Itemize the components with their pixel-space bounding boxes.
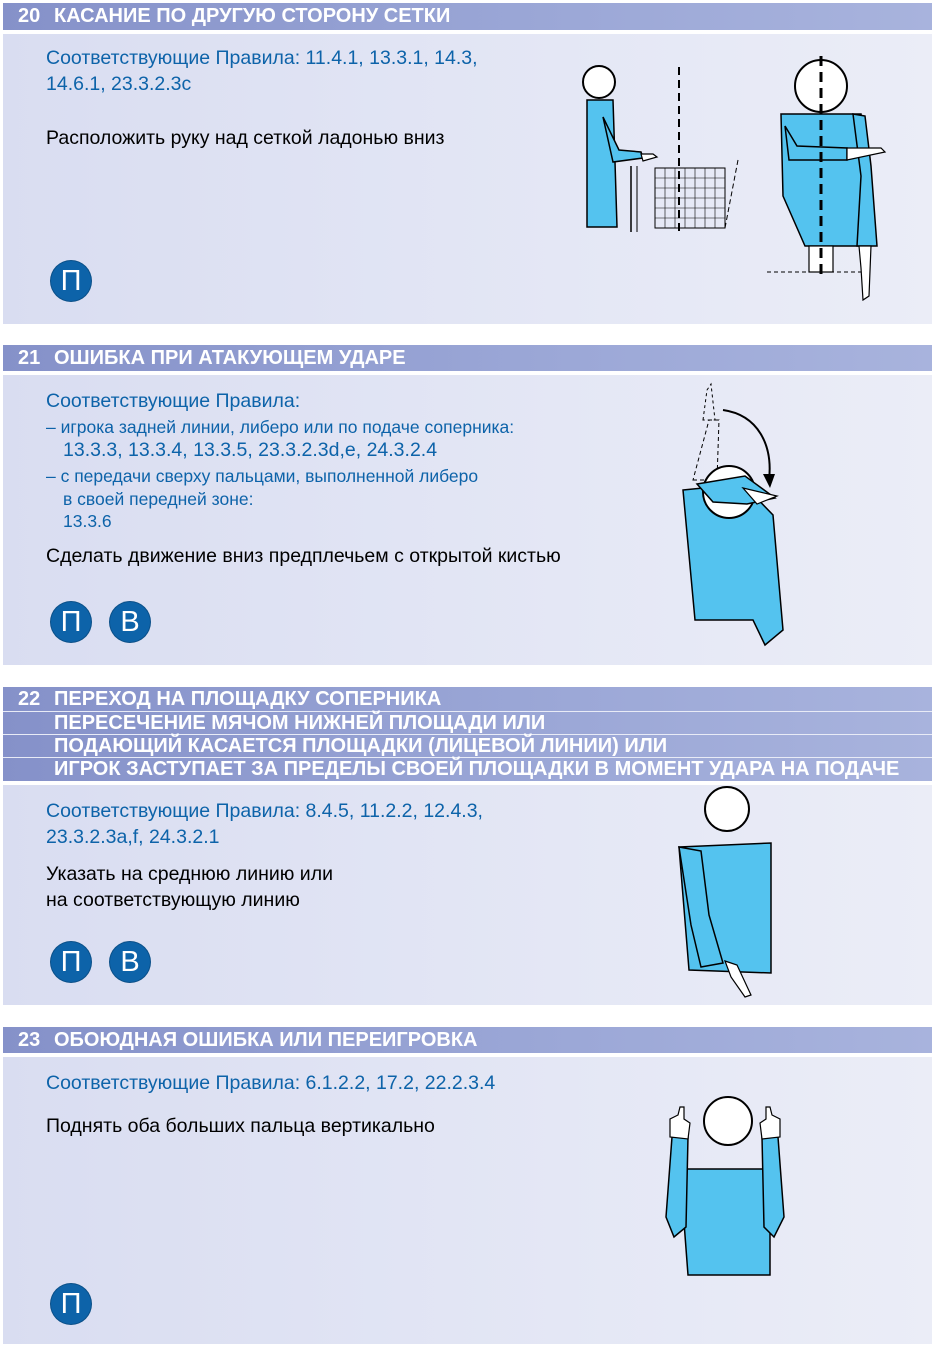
rules-sub-line: 13.3.6: [63, 511, 112, 531]
signal-number: 22: [18, 688, 41, 710]
rules-sub-line: – с передачи сверху пальцами, выполненной либеро: [46, 466, 479, 486]
rules-line: Соответствующие Правила:: [46, 390, 301, 412]
double-fault-thumbs-up-icon: [658, 1097, 793, 1282]
badge-first-referee: П: [51, 1284, 91, 1324]
signal-23-panel: [3, 1057, 932, 1344]
signal-22-panel: [3, 785, 932, 1005]
signal-21-panel: [3, 375, 932, 665]
signal-title: ПЕРЕСЕЧЕНИЕ МЯЧОМ НИЖНЕЙ ПЛОЩАДИ ИЛИ: [54, 712, 546, 734]
instruction-text: Указать на среднюю линию или: [46, 863, 333, 885]
rules-line: Соответствующие Правила: 6.1.2.2, 17.2, 22.2.3.4: [46, 1072, 496, 1094]
signal-number: 20: [18, 5, 41, 27]
signal-20-header: [3, 3, 932, 30]
signal-number: 21: [18, 347, 41, 369]
instruction-text: Расположить руку над сеткой ладонью вниз: [46, 127, 445, 149]
badge-first-referee: П: [51, 602, 91, 642]
badge-first-referee: П: [51, 942, 91, 982]
badge-first-referee: П: [51, 261, 91, 301]
rules-line: Соответствующие Правила: 8.4.5, 11.2.2, 12.4.3,: [46, 800, 483, 822]
rules-line: 14.6.1, 23.3.2.3c: [46, 73, 192, 95]
rules-line: Соответствующие Правила: 11.4.1, 13.3.1, 14.3,: [46, 47, 478, 69]
instruction-text: Сделать движение вниз предплечьем с открытой кистью: [46, 545, 561, 567]
signal-title: ИГРОК ЗАСТУПАЕТ ЗА ПРЕДЕЛЫ СВОЕЙ ПЛОЩАДКИ В МОМЕНТ УДАРА НА ПОДАЧЕ: [54, 758, 900, 780]
signal-title: ОБОЮДНАЯ ОШИБКА ИЛИ ПЕРЕИГРОВКА: [54, 1029, 478, 1051]
rules-line: 23.3.2.3a,f, 24.3.2.1: [46, 826, 220, 848]
signal-title: ОШИБКА ПРИ АТАКУЮЩЕМ УДАРЕ: [54, 347, 406, 369]
signal-title: ПОДАЮЩИЙ КАСАЕТСЯ ПЛОЩАДКИ (ЛИЦЕВОЙ ЛИНИИ) ИЛИ: [54, 735, 668, 757]
signal-23-header: [3, 1027, 932, 1053]
signal-number: 23: [18, 1029, 41, 1051]
instruction-text: на соответствующую линию: [46, 889, 300, 911]
instruction-text: Поднять оба больших пальца вертикально: [46, 1115, 435, 1137]
signal-21-header: [3, 345, 932, 371]
point-to-line-icon: [671, 785, 781, 1005]
attack-hit-fault-icon: [673, 380, 803, 655]
badge-second-referee: В: [110, 602, 150, 642]
rules-sub-line: в своей передней зоне:: [63, 489, 254, 509]
net-touch-side-icon: [573, 62, 743, 237]
signal-title: КАСАНИЕ ПО ДРУГУЮ СТОРОНУ СЕТКИ: [54, 5, 451, 27]
net-touch-front-icon: [763, 56, 903, 306]
rules-sub-line: 13.3.3, 13.3.4, 13.3.5, 23.3.2.3d,e, 24.3.2.4: [63, 439, 438, 461]
signal-title: ПЕРЕХОД НА ПЛОЩАДКУ СОПЕРНИКА: [54, 688, 442, 710]
badge-second-referee: В: [110, 942, 150, 982]
signal-20-panel: [3, 34, 932, 324]
signal-22-header: [3, 687, 932, 781]
rules-sub-line: – игрока задней линии, либеро или по подаче соперника:: [46, 417, 515, 437]
